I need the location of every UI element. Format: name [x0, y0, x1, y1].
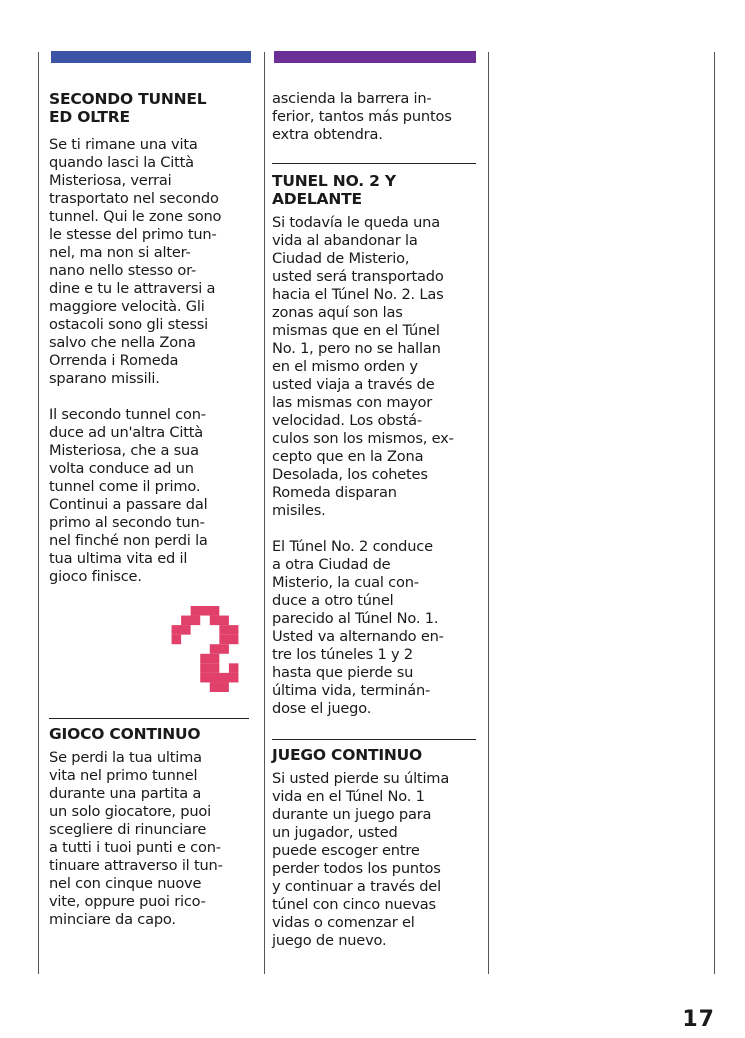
- column-divider-left: [38, 52, 39, 974]
- paragraph: Se ti rimane una vita quando lasci la Città Misteriosa, verrai trasportato nel secondo tunnel. Qui le zone sono le stesse del primo tun- nel, ma non si alter- nano nello stesso or- dine e tu le attraversi a maggiore velocità. Gli ostacoli sono gli stessi salvo che nella Zona Orrenda i Romeda sparano missili.: [49, 136, 222, 387]
- column-divider-far-right: [714, 52, 715, 974]
- paragraph: Se perdi la tua ultima vita nel primo tunnel durante una partita a un solo giocatore, puoi scegliere di rinunciare a tutti i tuoi punti e con- tinuare attraverso il tun- nel con cinque nuove vite, oppure puoi rico- minciare da capo.: [49, 749, 223, 928]
- section-heading-juego-continuo: JUEGO CONTINUO: [272, 746, 423, 764]
- section-rule: [272, 739, 476, 740]
- section-rule: [49, 718, 249, 719]
- page-number: 17: [682, 1007, 715, 1032]
- section-rule: [272, 163, 476, 164]
- italian-column: [49, 90, 259, 586]
- italian-continuous-game-section: [49, 718, 249, 929]
- column-divider-right: [488, 52, 489, 974]
- column-divider-middle: [264, 52, 265, 974]
- spanish-continuous-game-section: [272, 739, 476, 950]
- spanish-column: [272, 90, 482, 144]
- paragraph: El Túnel No. 2 conduce a otra Ciudad de Misterio, la cual con- duce a otro túnel parecido al Túnel No. 1. Usted va alternando en- tre los túneles 1 y 2 hasta que pierde su última vida, terminán- dose el juego.: [272, 538, 444, 717]
- paragraph: Si usted pierde su última vida en el Túnel No. 1 durante un juego para un jugador, usted puede escoger entre perder todos los puntos y continuar a través del túnel con cinco nuevas vidas o comenzar el juego de nuevo.: [272, 770, 450, 949]
- continued-paragraph: ascienda la barrera in- ferior, tantos más puntos extra obtendra.: [272, 90, 452, 143]
- section-heading-secondo-tunnel: SECONDO TUNNEL ED OLTRE: [49, 90, 207, 126]
- section-heading-tunel-no-2: TUNEL NO. 2 Y ADELANTE: [272, 172, 396, 208]
- pink-pixel-glyph-icon: [170, 606, 240, 692]
- spanish-tunnel-section: [272, 163, 476, 718]
- italian-column-color-bar: [51, 51, 251, 63]
- paragraph: Si todavía le queda una vida al abandonar la Ciudad de Misterio, usted será transportado hacia el Túnel No. 2. Las zonas aquí son las mismas que en el Túnel No. 1, pero no se hallan en el mismo orden y usted viaja a través de las mismas con mayor velocidad. Los obstá- culos son los mismos, ex- cepto que en la Zona Desolada, los cohetes Romeda disparan misiles.: [272, 214, 454, 519]
- spanish-column-color-bar: [274, 51, 476, 63]
- section-heading-gioco-continuo: GIOCO CONTINUO: [49, 725, 201, 743]
- paragraph: Il secondo tunnel con- duce ad un'altra Città Misteriosa, che a sua volta conduce ad un tunnel come il primo. Continui a passare dal primo al secondo tun- nel finché non perdi la tua ultima vita ed il gioco finisce.: [49, 406, 208, 585]
